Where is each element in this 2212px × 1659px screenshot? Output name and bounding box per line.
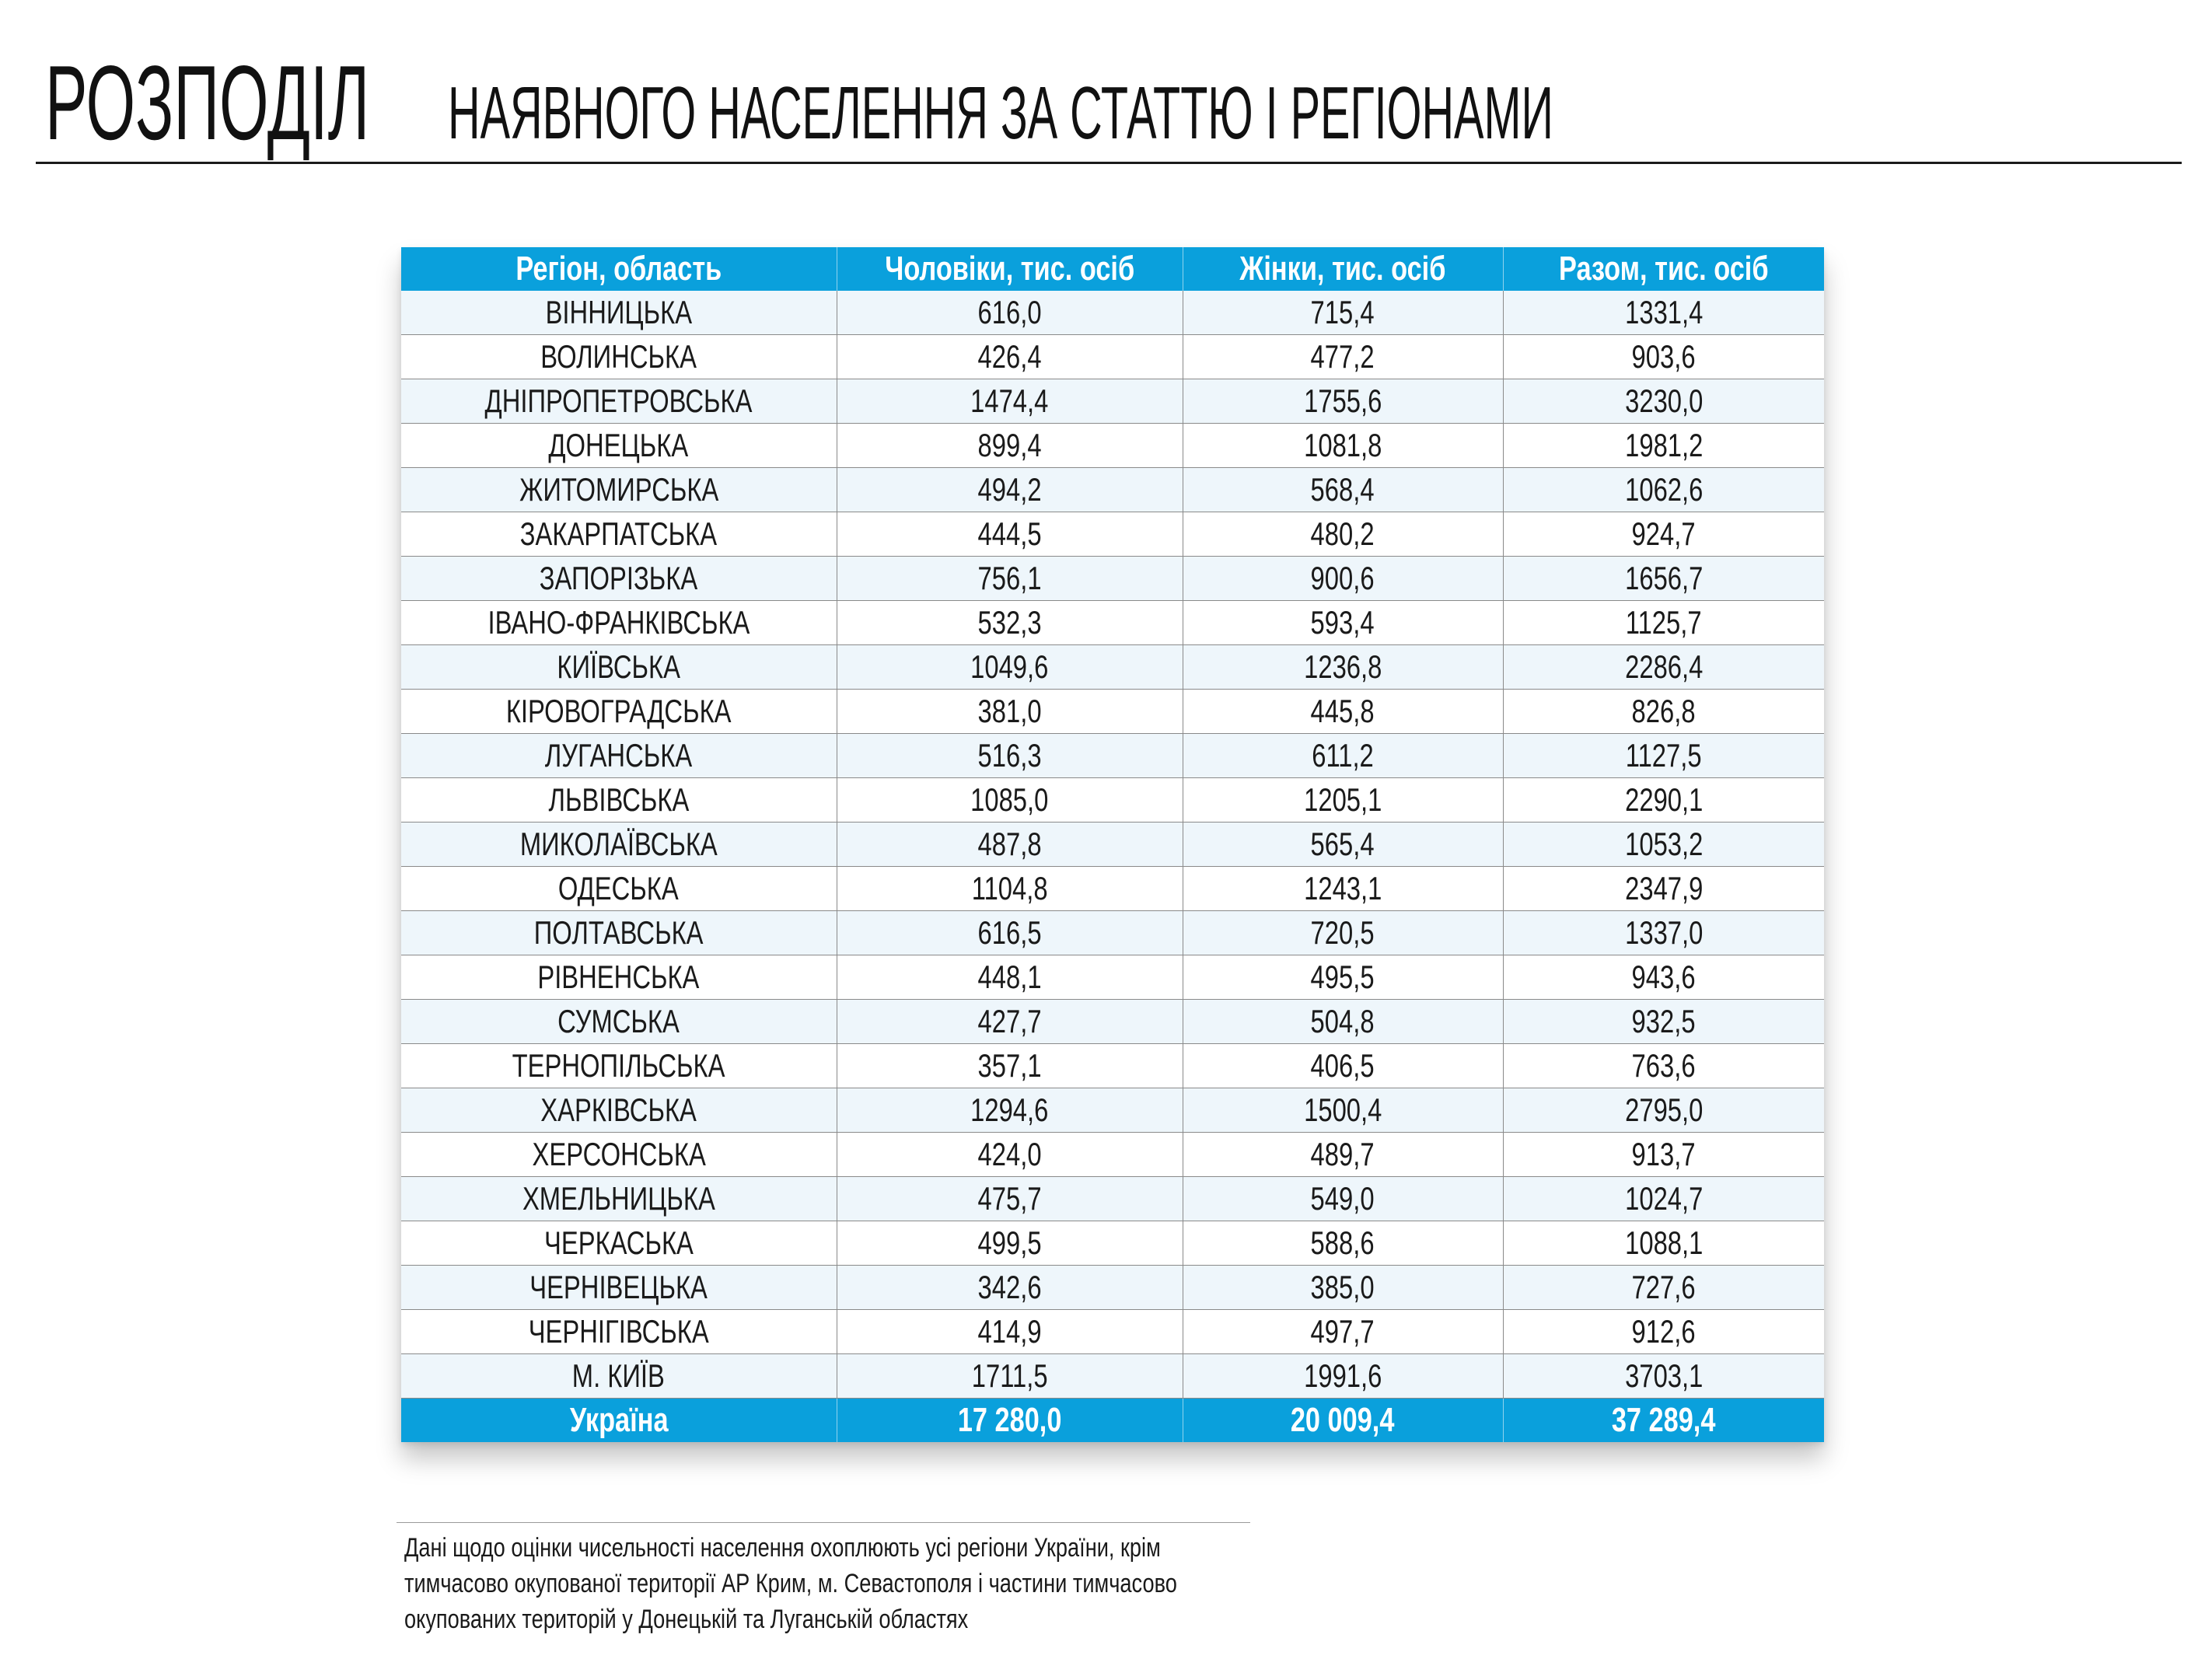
cell-total: 2290,1 <box>1503 778 1824 823</box>
footnote-line: окупованих територій у Донецькій та Луганській областях <box>404 1605 969 1634</box>
cell-women: 900,6 <box>1183 557 1503 601</box>
cell-total: 2286,4 <box>1503 645 1824 690</box>
population-table-container <box>401 247 1824 1442</box>
cell-men: 357,1 <box>837 1044 1183 1088</box>
cell-total: 913,7 <box>1503 1133 1824 1177</box>
cell-women: 1243,1 <box>1183 867 1503 911</box>
cell-region: ЧЕРНІВЕЦЬКА <box>401 1266 837 1310</box>
table-header-row <box>401 247 1824 291</box>
title-divider <box>36 162 2182 164</box>
cell-region: КИЇВСЬКА <box>401 645 837 690</box>
cell-men: 1104,8 <box>837 867 1183 911</box>
table-row <box>401 911 1824 955</box>
table-row <box>401 291 1824 335</box>
table-row <box>401 424 1824 468</box>
note-divider <box>397 1522 1250 1523</box>
cell-region: ЗАКАРПАТСЬКА <box>401 512 837 557</box>
table-row <box>401 601 1824 645</box>
footnote <box>404 1530 1493 1637</box>
table-row <box>401 1044 1824 1088</box>
cell-region: ДОНЕЦЬКА <box>401 424 837 468</box>
cell-women: 495,5 <box>1183 955 1503 1000</box>
cell-region: РІВНЕНСЬКА <box>401 955 837 1000</box>
cell-region: ОДЕСЬКА <box>401 867 837 911</box>
footnote-line: Дані щодо оцінки чисельності населення охоплюють усі регіони України, крім <box>404 1533 1161 1563</box>
cell-women: 489,7 <box>1183 1133 1503 1177</box>
cell-men: 381,0 <box>837 690 1183 734</box>
cell-total: 1981,2 <box>1503 424 1824 468</box>
cell-women: 593,4 <box>1183 601 1503 645</box>
cell-women: 1081,8 <box>1183 424 1503 468</box>
cell-total: 2795,0 <box>1503 1088 1824 1133</box>
cell-total: 924,7 <box>1503 512 1824 557</box>
cell-region: ЛЬВІВСЬКА <box>401 778 837 823</box>
cell-region: ЛУГАНСЬКА <box>401 734 837 778</box>
cell-total: 1127,5 <box>1503 734 1824 778</box>
cell-region: ІВАНО-ФРАНКІВСЬКА <box>401 601 837 645</box>
table-row <box>401 1000 1824 1044</box>
footnote-line: тимчасово окупованої території АР Крим, м. Севастополя і частини тимчасово <box>404 1569 1177 1598</box>
cell-total: 3703,1 <box>1503 1354 1824 1399</box>
table-row <box>401 379 1824 424</box>
cell-men: 1049,6 <box>837 645 1183 690</box>
cell-total: 1088,1 <box>1503 1221 1824 1266</box>
header-region: Регіон, область <box>401 247 837 291</box>
cell-men: 532,3 <box>837 601 1183 645</box>
table-row <box>401 512 1824 557</box>
cell-women: 406,5 <box>1183 1044 1503 1088</box>
cell-total: 932,5 <box>1503 1000 1824 1044</box>
cell-men: 426,4 <box>837 335 1183 379</box>
cell-men: 756,1 <box>837 557 1183 601</box>
cell-men: 342,6 <box>837 1266 1183 1310</box>
cell-total: 1053,2 <box>1503 823 1824 867</box>
table-row <box>401 1088 1824 1133</box>
cell-region: ПОЛТАВСЬКА <box>401 911 837 955</box>
cell-total: 3230,0 <box>1503 379 1824 424</box>
table-row <box>401 734 1824 778</box>
cell-women: 1500,4 <box>1183 1088 1503 1133</box>
table-row <box>401 778 1824 823</box>
cell-women: 504,8 <box>1183 1000 1503 1044</box>
cell-women: 565,4 <box>1183 823 1503 867</box>
table-total-row <box>401 1399 1824 1443</box>
cell-women: 497,7 <box>1183 1310 1503 1354</box>
cell-region: ДНІПРОПЕТРОВСЬКА <box>401 379 837 424</box>
cell-women: 588,6 <box>1183 1221 1503 1266</box>
cell-men: 427,7 <box>837 1000 1183 1044</box>
table-row <box>401 690 1824 734</box>
table-row <box>401 335 1824 379</box>
cell-region: ХАРКІВСЬКА <box>401 1088 837 1133</box>
cell-region: СУМСЬКА <box>401 1000 837 1044</box>
cell-men: 616,0 <box>837 291 1183 335</box>
cell-total: 912,6 <box>1503 1310 1824 1354</box>
page-title <box>45 44 1833 162</box>
cell-men: 494,2 <box>837 468 1183 512</box>
cell-total: 1062,6 <box>1503 468 1824 512</box>
cell-women: 720,5 <box>1183 911 1503 955</box>
table-row <box>401 823 1824 867</box>
cell-region: ВІННИЦЬКА <box>401 291 837 335</box>
table-row <box>401 1354 1824 1399</box>
table-row <box>401 1266 1824 1310</box>
cell-total: 1024,7 <box>1503 1177 1824 1221</box>
cell-women: 477,2 <box>1183 335 1503 379</box>
table-row <box>401 1133 1824 1177</box>
cell-total: 2347,9 <box>1503 867 1824 911</box>
cell-region: ХЕРСОНСЬКА <box>401 1133 837 1177</box>
cell-women: 549,0 <box>1183 1177 1503 1221</box>
table-body <box>401 291 1824 1399</box>
cell-men: 475,7 <box>837 1177 1183 1221</box>
cell-women: 480,2 <box>1183 512 1503 557</box>
cell-total: 903,6 <box>1503 335 1824 379</box>
cell-total: 1337,0 <box>1503 911 1824 955</box>
cell-men: 448,1 <box>837 955 1183 1000</box>
table-row <box>401 557 1824 601</box>
cell-men: 499,5 <box>837 1221 1183 1266</box>
cell-region: М. КИЇВ <box>401 1354 837 1399</box>
table-row <box>401 955 1824 1000</box>
header-women: Жінки, тис. осіб <box>1183 247 1503 291</box>
cell-region: ЧЕРНІГІВСЬКА <box>401 1310 837 1354</box>
cell-women: 1205,1 <box>1183 778 1503 823</box>
table-row <box>401 1221 1824 1266</box>
table-row <box>401 1177 1824 1221</box>
table-row <box>401 867 1824 911</box>
cell-women: 1236,8 <box>1183 645 1503 690</box>
cell-women: 611,2 <box>1183 734 1503 778</box>
title-subtitle: НАЯВНОГО НАСЕЛЕННЯ ЗА СТАТТЮ І РЕГІОНАМИ <box>448 72 1553 155</box>
cell-women: 385,0 <box>1183 1266 1503 1310</box>
cell-men: 516,3 <box>837 734 1183 778</box>
total-women: 20 009,4 <box>1183 1399 1503 1443</box>
cell-region: МИКОЛАЇВСЬКА <box>401 823 837 867</box>
cell-women: 1755,6 <box>1183 379 1503 424</box>
cell-total: 727,6 <box>1503 1266 1824 1310</box>
cell-men: 487,8 <box>837 823 1183 867</box>
population-table <box>401 247 1824 1442</box>
cell-men: 1294,6 <box>837 1088 1183 1133</box>
cell-men: 414,9 <box>837 1310 1183 1354</box>
table-row <box>401 1310 1824 1354</box>
header-total: Разом, тис. осіб <box>1503 247 1824 291</box>
header-men: Чоловіки, тис. осіб <box>837 247 1183 291</box>
cell-men: 444,5 <box>837 512 1183 557</box>
cell-men: 1474,4 <box>837 379 1183 424</box>
cell-total: 1331,4 <box>1503 291 1824 335</box>
cell-men: 1711,5 <box>837 1354 1183 1399</box>
cell-region: КІРОВОГРАДСЬКА <box>401 690 837 734</box>
cell-total: 943,6 <box>1503 955 1824 1000</box>
cell-women: 568,4 <box>1183 468 1503 512</box>
cell-region: ЧЕРКАСЬКА <box>401 1221 837 1266</box>
cell-total: 1125,7 <box>1503 601 1824 645</box>
total-region: Україна <box>401 1399 837 1443</box>
cell-men: 616,5 <box>837 911 1183 955</box>
cell-region: ХМЕЛЬНИЦЬКА <box>401 1177 837 1221</box>
title-main: РОЗПОДІЛ <box>45 44 370 162</box>
total-sum: 37 289,4 <box>1503 1399 1824 1443</box>
cell-region: ЗАПОРІЗЬКА <box>401 557 837 601</box>
table-row <box>401 645 1824 690</box>
cell-women: 1991,6 <box>1183 1354 1503 1399</box>
cell-men: 424,0 <box>837 1133 1183 1177</box>
cell-women: 445,8 <box>1183 690 1503 734</box>
cell-total: 826,8 <box>1503 690 1824 734</box>
cell-total: 1656,7 <box>1503 557 1824 601</box>
cell-region: ВОЛИНСЬКА <box>401 335 837 379</box>
cell-total: 763,6 <box>1503 1044 1824 1088</box>
cell-men: 899,4 <box>837 424 1183 468</box>
total-men: 17 280,0 <box>837 1399 1183 1443</box>
cell-men: 1085,0 <box>837 778 1183 823</box>
cell-women: 715,4 <box>1183 291 1503 335</box>
cell-region: ТЕРНОПІЛЬСЬКА <box>401 1044 837 1088</box>
cell-region: ЖИТОМИРСЬКА <box>401 468 837 512</box>
table-row <box>401 468 1824 512</box>
